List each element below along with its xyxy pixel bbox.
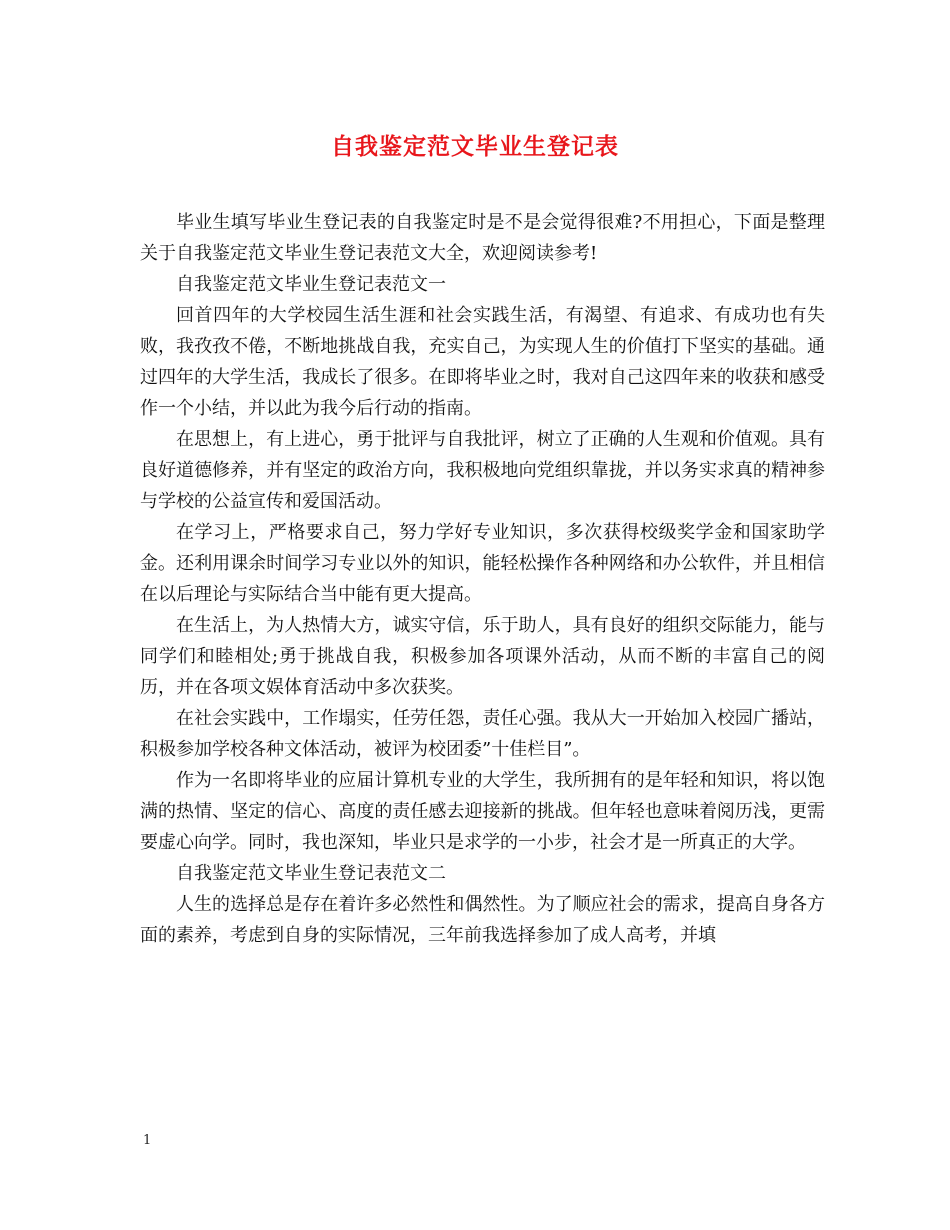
intro-paragraph: 毕业生填写毕业生登记表的自我鉴定时是不是会觉得很难?不用担心，下面是整理关于自我鉴定范文毕业生登记表范文大全，欢迎阅读参考! (140, 212, 825, 264)
body-paragraph: 作为一名即将毕业的应届计算机专业的大学生，我所拥有的是年轻和知识，将以饱满的热情、坚定的信心、高度的责任感去迎接新的挑战。但年轻也意味着阅历浅，更需要虚心向学。同时，我也深知，毕业只是求学的一小步，社会才是一所真正的大学。 (140, 770, 825, 853)
body-paragraph: 人生的选择总是存在着许多必然性和偶然性。为了顺应社会的需求，提高自身各方面的素养，考虑到自身的实际情况，三年前我选择参加了成人高考，并填 (140, 894, 825, 946)
section-heading-1: 自我鉴定范文毕业生登记表范文一 (176, 274, 446, 295)
body-paragraph: 回首四年的大学校园生活生涯和社会实践生活，有渴望、有追求、有成功也有失败，我孜孜不倦，不断地挑战自我，充实自己，为实现人生的价值打下坚实的基础。通过四年的大学生活，我成长了很多。在即将毕业之时，我对自己这四年来的收获和感受作一个小结，并以此为我今后行动的指南。 (140, 305, 825, 419)
document-body (140, 207, 825, 951)
section-heading-2: 自我鉴定范文毕业生登记表范文二 (176, 863, 446, 884)
body-paragraph: 在社会实践中，工作塌实，任劳任怨，责任心强。我从大一开始加入校园广播站，积极参加学校各种文体活动，被评为校团委”十佳栏目”。 (140, 708, 825, 760)
body-paragraph: 在生活上，为人热情大方，诚实守信，乐于助人，具有良好的组织交际能力，能与同学们和睦相处;勇于挑战自我，积极参加各项课外活动，从而不断的丰富自己的阅历，并在各项文娱体育活动中多次获奖。 (140, 615, 825, 698)
body-paragraph: 在学习上，严格要求自己，努力学好专业知识，多次获得校级奖学金和国家助学金。还利用课余时间学习专业以外的知识，能轻松操作各种网络和办公软件，并且相信在以后理论与实际结合当中能有更大提高。 (140, 522, 825, 605)
document-title: 自我鉴定范文毕业生登记表 (331, 133, 619, 160)
body-paragraph: 在思想上，有上进心，勇于批评与自我批评，树立了正确的人生观和价值观。具有良好道德修养，并有坚定的政治方向，我积极地向党组织靠拢，并以务实求真的精神参与学校的公益宣传和爱国活动。 (140, 429, 825, 512)
page-number: 1 (143, 1133, 152, 1148)
